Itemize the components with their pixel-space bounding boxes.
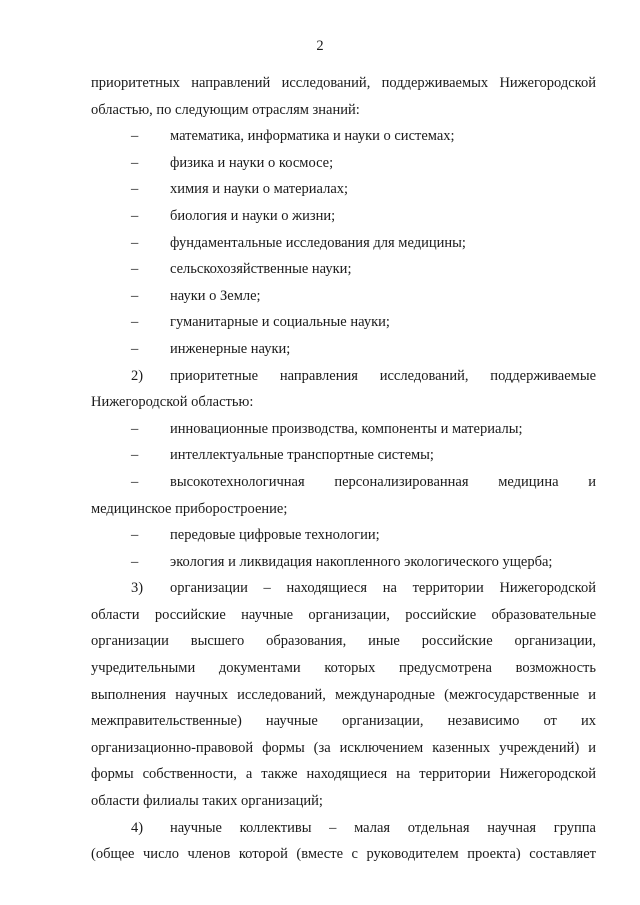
dash-marker: – bbox=[131, 420, 139, 437]
list-item bbox=[91, 123, 596, 150]
numbered-item-4 bbox=[91, 815, 596, 842]
list-item-text: передовые цифровые технологии; bbox=[170, 527, 380, 544]
list-item-text: физика и науки о космосе; bbox=[170, 154, 334, 171]
numbered-item-2 bbox=[91, 363, 596, 390]
list-item bbox=[91, 176, 596, 203]
list-item bbox=[91, 336, 596, 363]
list-item-text: сельскохозяйственные науки; bbox=[170, 261, 352, 278]
item-text-line-1: приоритетные направления исследований, поддерживаемые bbox=[170, 367, 596, 384]
dash-marker: – bbox=[131, 527, 139, 544]
list-item-text: химия и науки о материалах; bbox=[170, 181, 349, 198]
list-item-text: гуманитарные и социальные науки; bbox=[170, 314, 390, 331]
item-number: 4) bbox=[131, 819, 144, 836]
list-item-text: фундаментальные исследования для медицины; bbox=[170, 234, 466, 251]
dash-marker: – bbox=[131, 181, 139, 198]
list-item bbox=[91, 203, 596, 230]
dash-marker: – bbox=[131, 287, 139, 304]
item-2-continuation: Нижегородской областью: bbox=[91, 394, 254, 411]
list-item bbox=[91, 549, 596, 576]
list-item bbox=[91, 230, 596, 257]
intro-line-2: областью, по следующим отраслям знаний: bbox=[91, 101, 360, 118]
document-body bbox=[91, 70, 596, 868]
dash-marker: – bbox=[131, 553, 139, 570]
dash-marker: – bbox=[131, 261, 139, 278]
dash-marker: – bbox=[131, 128, 139, 145]
item-text-line-1: организации – находящиеся на территории Нижегородской bbox=[170, 580, 596, 597]
dash-marker: – bbox=[131, 207, 139, 224]
dash-marker: – bbox=[131, 234, 139, 251]
list-item-text: инженерные науки; bbox=[170, 340, 291, 357]
item-3-line: области российские научные организации, российские образовательные bbox=[91, 606, 596, 623]
dash-marker: – bbox=[131, 447, 139, 464]
dash-marker: – bbox=[131, 314, 139, 331]
item-3-line: выполнения научных исследований, международные (межгосударственные и bbox=[91, 686, 596, 703]
list-sciences bbox=[91, 123, 596, 362]
list-item bbox=[91, 256, 596, 283]
item-3-line: межправительственные) научные организации, независимо от их bbox=[91, 713, 596, 730]
list-item-text: инновационные производства, компоненты и материалы; bbox=[170, 420, 523, 437]
list-item-text: математика, информатика и науки о системах; bbox=[170, 128, 455, 145]
list-item bbox=[91, 309, 596, 336]
list-item bbox=[91, 469, 596, 522]
list-item bbox=[91, 522, 596, 549]
list-item-text: науки о Земле; bbox=[170, 287, 261, 304]
list-item bbox=[91, 283, 596, 310]
list-priority-directions bbox=[91, 416, 596, 576]
page-number: 2 bbox=[316, 38, 324, 54]
item-number: 2) bbox=[131, 367, 144, 384]
dash-marker: – bbox=[131, 154, 139, 171]
item-3-line: организации высшего образования, иные российские организации, bbox=[91, 633, 596, 650]
item-3-line: формы собственности, а также находящиеся на территории Нижегородской bbox=[91, 766, 596, 783]
list-item-text: высокотехнологичная персонализированная медицина и bbox=[170, 473, 596, 490]
dash-marker: – bbox=[131, 473, 139, 490]
dash-marker: – bbox=[131, 340, 139, 357]
item-text-line-1: научные коллективы – малая отдельная научная группа bbox=[170, 819, 596, 836]
list-item-continuation: медицинское приборостроение; bbox=[91, 500, 288, 517]
item-3-line: учредительными документами которых предусмотрена возможность bbox=[91, 660, 596, 677]
intro-line-1: приоритетных направлений исследований, поддерживаемых Нижегородской bbox=[91, 75, 596, 91]
list-item bbox=[91, 416, 596, 443]
item-3-last-line: области филиалы таких организаций; bbox=[91, 793, 323, 810]
list-item bbox=[91, 442, 596, 469]
item-3-line: организационно-правовой формы (за исключением казенных учреждений) и bbox=[91, 739, 596, 756]
numbered-item-3 bbox=[91, 575, 596, 602]
list-item-text: интеллектуальные транспортные системы; bbox=[170, 447, 434, 464]
item-4-line-2: (общее число членов которой (вместе с руководителем проекта) составляет bbox=[91, 846, 596, 863]
list-item-text: экология и ликвидация накопленного экологического ущерба; bbox=[170, 553, 553, 570]
item-number: 3) bbox=[131, 580, 144, 597]
list-item-text: биология и науки о жизни; bbox=[170, 207, 336, 224]
list-item bbox=[91, 150, 596, 177]
